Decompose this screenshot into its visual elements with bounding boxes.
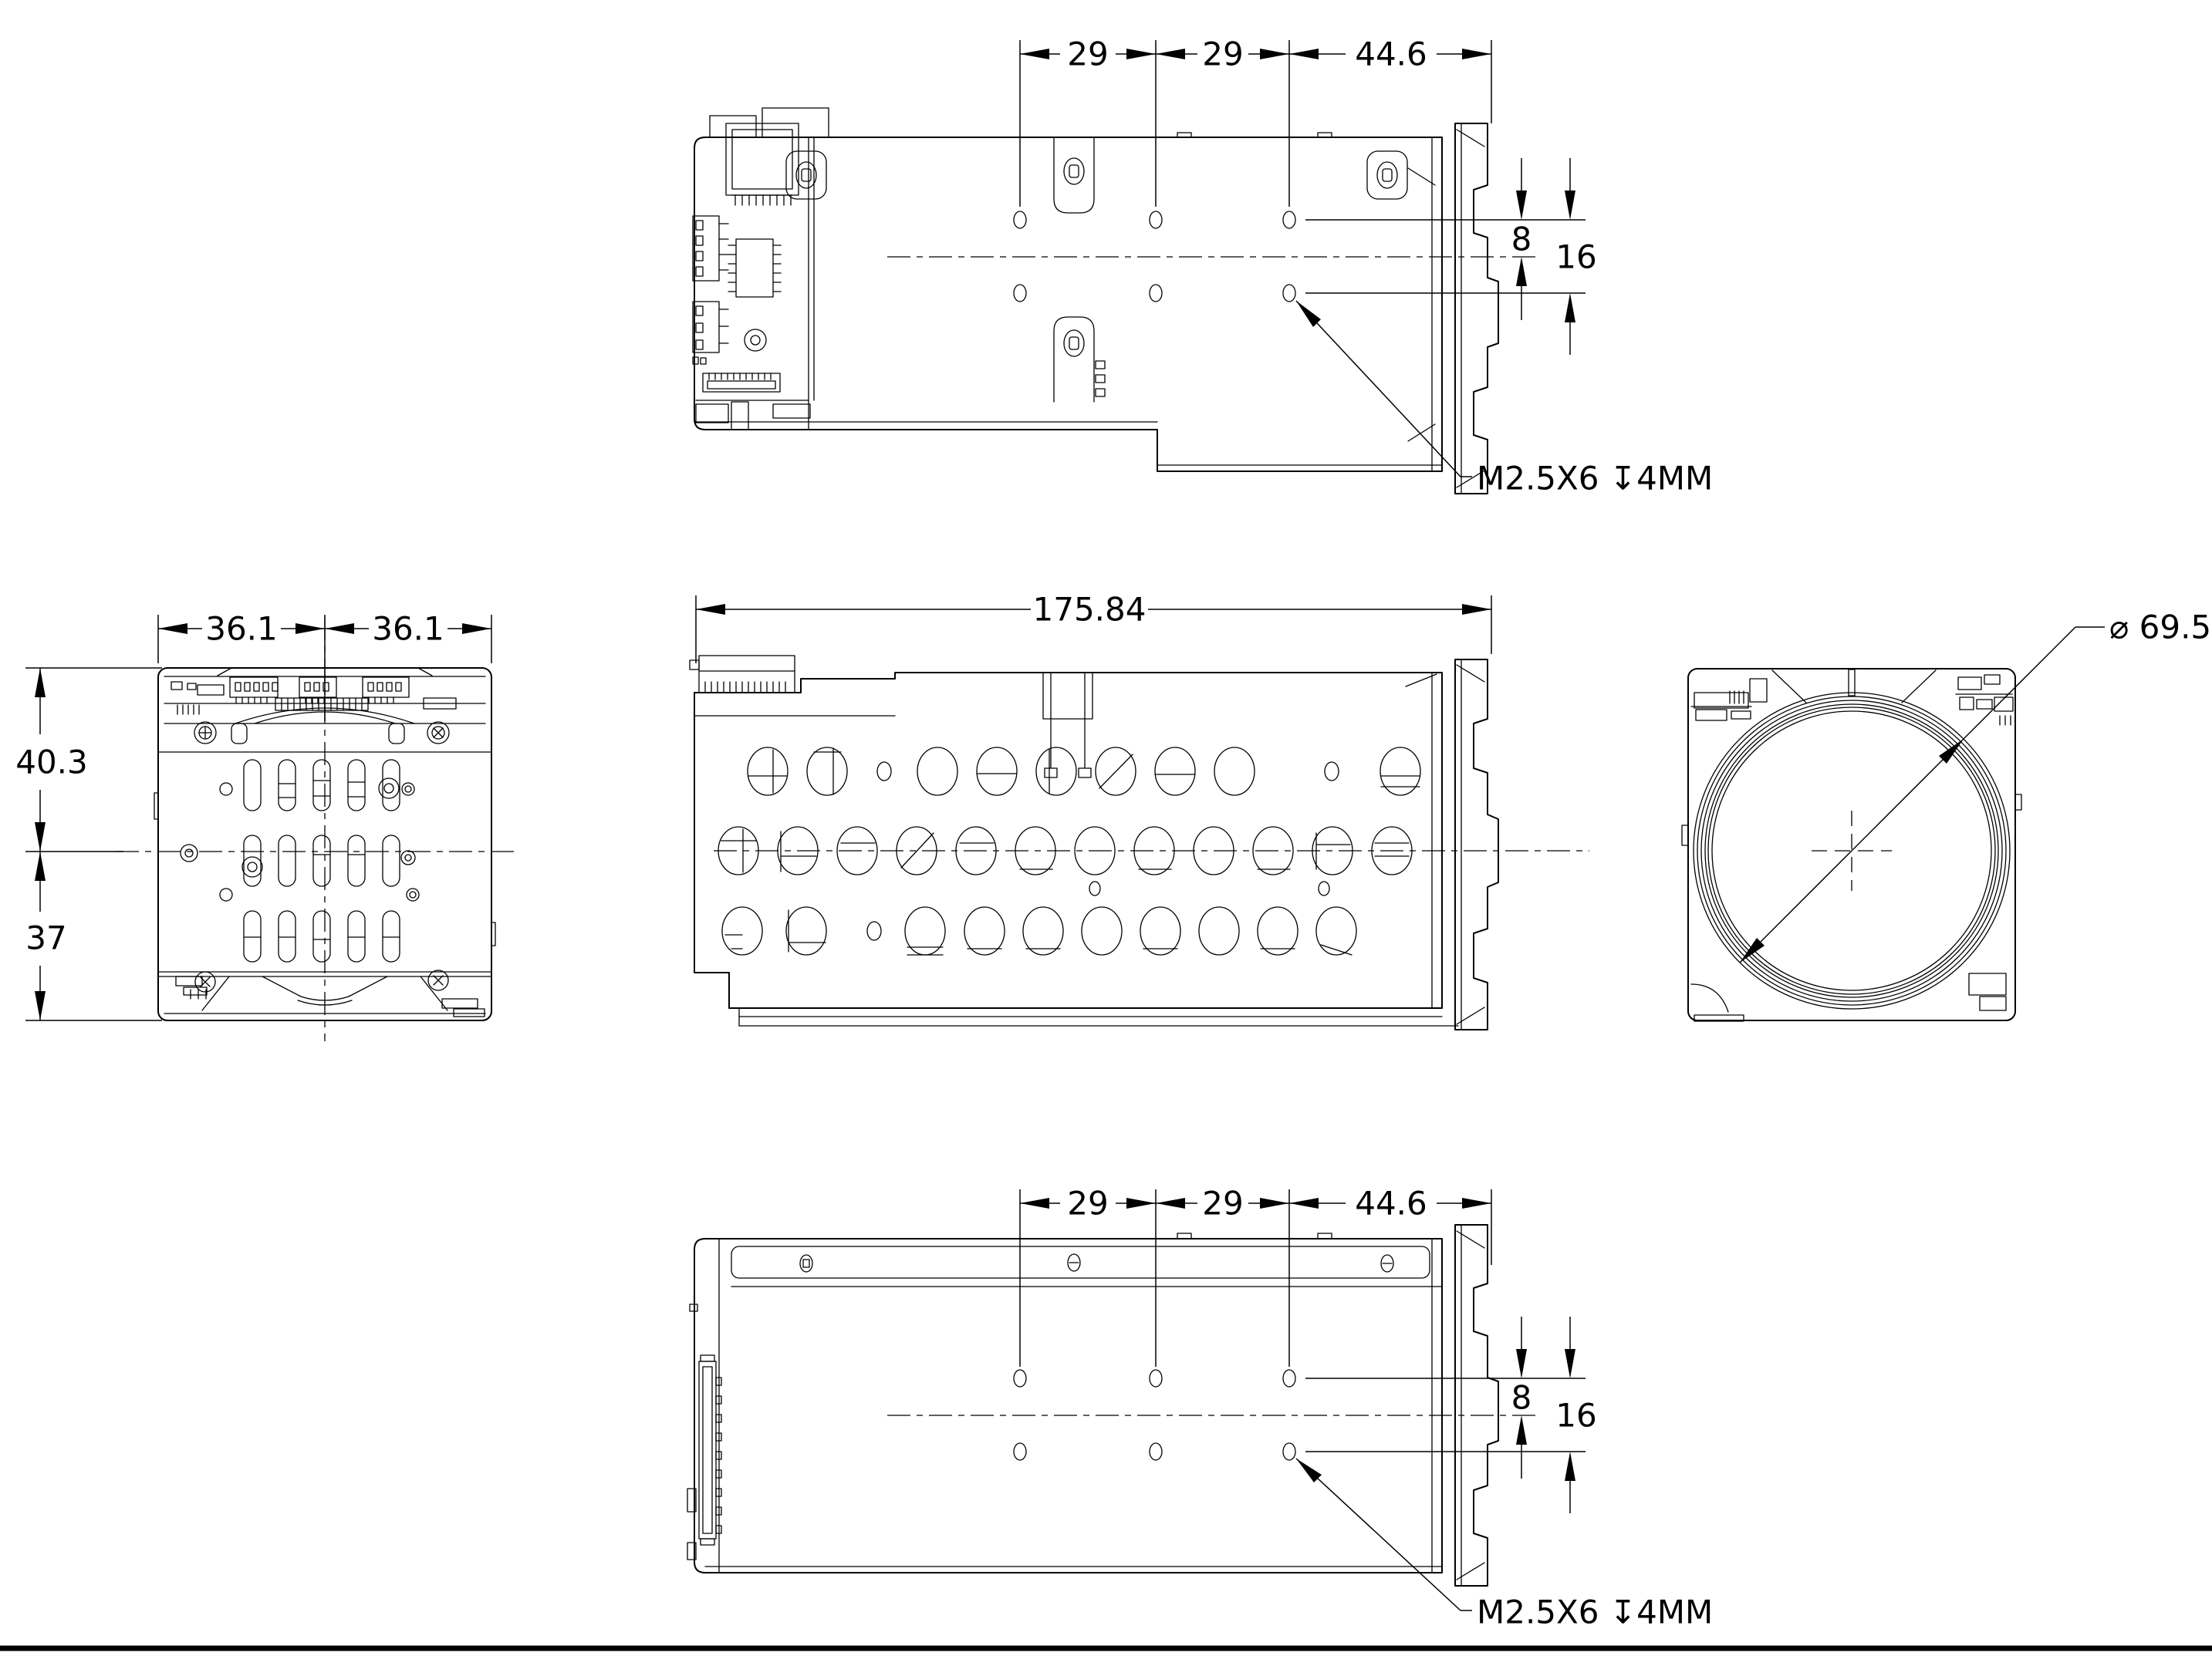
bottom-thread-note: M2.5X6 ↧4MM — [1477, 1593, 1714, 1631]
top-dim-29-right: 29 — [1202, 35, 1244, 73]
top-dim-8: 8 — [1511, 220, 1532, 258]
top-dim-29-left: 29 — [1067, 35, 1109, 73]
top-dim-44-6: 44.6 — [1355, 35, 1427, 73]
bottom-dim-44-6: 44.6 — [1355, 1184, 1427, 1223]
front-view — [1682, 669, 2021, 1021]
bottom-view-rail — [731, 1233, 1442, 1287]
rear-dim-36-1-left: 36.1 — [205, 609, 278, 648]
bottom-dim-8: 8 — [1511, 1378, 1532, 1417]
top-view-bezel — [1455, 123, 1498, 494]
side-view — [690, 656, 1589, 1030]
bottom-view — [687, 1225, 1539, 1586]
bottom-dim-16: 16 — [1555, 1396, 1597, 1435]
rear-dim-37: 37 — [25, 919, 67, 957]
side-dim-175-84: 175.84 — [1032, 590, 1147, 629]
rear-view — [116, 617, 515, 1041]
bottom-thread-leader — [1296, 1459, 1472, 1610]
rear-view-dimensions — [15, 610, 491, 1021]
top-thread-leader — [1296, 301, 1472, 477]
top-view-dimensions — [1020, 35, 1713, 497]
side-view-bottom-details — [739, 1008, 1458, 1026]
front-dim-diameter: ⌀ 69.5 — [2109, 608, 2212, 646]
top-dim-16: 16 — [1555, 238, 1597, 276]
side-view-bezel — [1455, 659, 1498, 1030]
rear-dim-36-1-right: 36.1 — [372, 609, 444, 648]
bottom-dim-29-right: 29 — [1202, 1184, 1244, 1223]
top-thread-note: M2.5X6 ↧4MM — [1477, 459, 1714, 497]
side-view-dimensions — [696, 591, 1491, 664]
bottom-view-dimensions — [1020, 1185, 1713, 1631]
top-view — [693, 108, 1539, 494]
bottom-view-connector — [687, 1304, 721, 1560]
side-view-top-details — [690, 656, 1437, 777]
rear-dim-40-3: 40.3 — [15, 743, 88, 781]
top-view-screw-bosses — [786, 133, 1435, 441]
bottom-dim-29-left: 29 — [1067, 1184, 1109, 1223]
bottom-view-bezel — [1455, 1225, 1498, 1586]
